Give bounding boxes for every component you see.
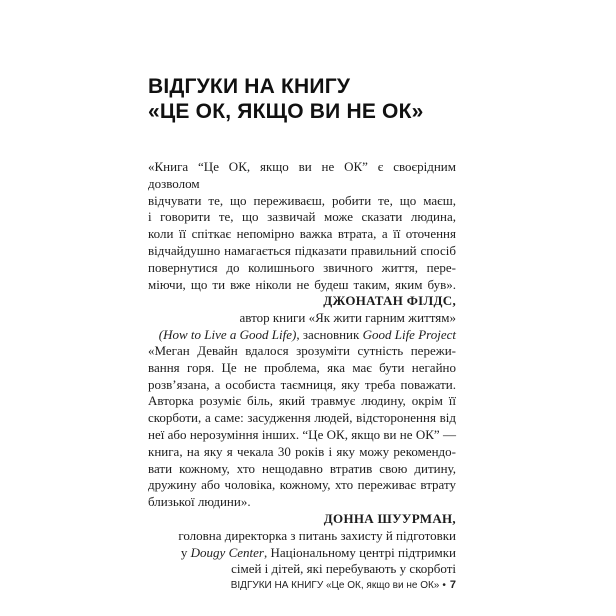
quote-line: відчайдушно намагається підказати правильний спосіб <box>148 242 456 258</box>
credit-text: , Національному центрі підтримки <box>263 544 456 560</box>
quote-line: близької людини». <box>148 494 251 510</box>
page-heading <box>148 74 468 124</box>
book-title-english: (How to Live a Good Life) <box>158 326 297 342</box>
review-author: ДОННА ШУУРМАН, <box>323 510 456 526</box>
quote-line: дружину або чоловіка, кожному, хто переживає втрату <box>148 477 456 493</box>
quote-line: вати кожному, хто нещодавно втратив свою дитину, <box>148 460 456 476</box>
review-jonathan-fields <box>148 159 456 344</box>
running-title: ВІДГУКИ НА КНИГУ «Це ОК, якщо ви не ОК» <box>230 580 440 591</box>
project-name: Good Life Project <box>362 326 456 342</box>
credit-text: у <box>180 544 191 560</box>
running-footer <box>148 578 456 593</box>
author-credit-line-2 <box>148 545 456 562</box>
review-donna-schuurman <box>148 343 456 578</box>
heading-line-1: ВІДГУКИ НА КНИГУ <box>148 75 351 98</box>
quote-line: книга, на яку я чекала 30 років і яку можу рекомендо- <box>148 443 456 459</box>
heading-line-2: «ЦЕ ОК, ЯКЩО ВИ НЕ ОК» <box>148 100 424 123</box>
organization-name: Dougy Center <box>190 544 264 560</box>
page-number: 7 <box>449 579 456 591</box>
author-credit: автор книги «Як жити гарним життям» <box>239 310 456 326</box>
quote-line: міючи, що ти вже ніколи не будеш таким, яким був». <box>148 276 456 292</box>
quote-line: неї або нерозуміння інших. “Це ОК, якщо ви не ОК” — <box>148 426 456 442</box>
quote-line: вання горя. Це не проблема, яка має бути негайно <box>148 359 456 375</box>
credit-text: , засновник <box>296 326 363 342</box>
quote-line: Авторка розуміє біль, який травмує людину, окрім її <box>148 393 456 409</box>
quote-line: і говорити те, що зазвичай може сказати людина, <box>148 209 456 225</box>
quote-line: «Книга “Це ОК, якщо ви не ОК” є своєрідним дозволом <box>148 159 456 191</box>
author-credit-line-3: сімей і дітей, які перебувають у скорботі <box>231 561 456 577</box>
quote-line: коли її спіткає непомірно важка втрата, а її оточення <box>148 226 456 242</box>
author-credit-line-2 <box>148 327 456 344</box>
quote-line: розв’язана, а особиста таємниця, яку треба поважати. <box>148 376 456 392</box>
quote-line: повернутися до колишнього звичного життя, пере- <box>148 259 456 275</box>
review-author: ДЖОНАТАН ФІЛДС, <box>323 293 456 309</box>
bullet-separator: • <box>442 580 446 591</box>
author-credit: головна директорка з питань захисту й підготовки <box>178 527 456 543</box>
quote-line: відчувати те, що переживаєш, робити те, що маєш, <box>148 192 456 208</box>
quote-line: скорботи, а саме: засудження людей, відсторонення від <box>148 410 456 426</box>
quote-line: «Меган Девайн вдалося зрозуміти сутність пережи- <box>148 343 456 358</box>
